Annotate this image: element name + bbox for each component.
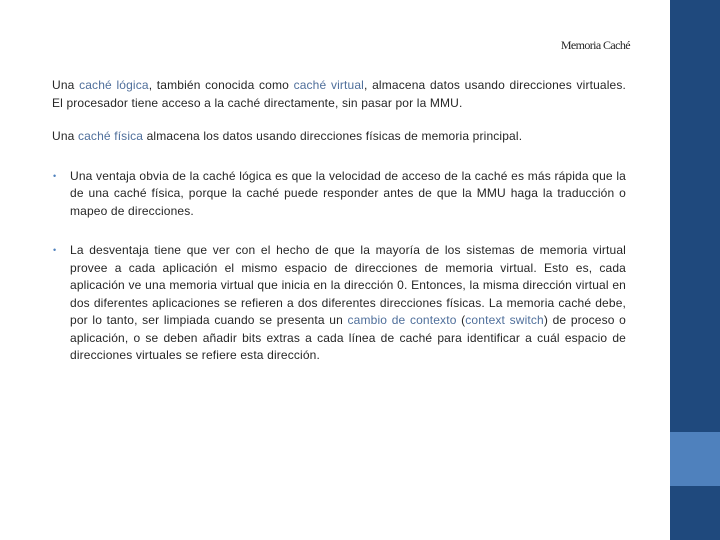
slide-content: [52, 77, 626, 381]
text-segment: ) de proceso o aplicación, o se deben añadir bits extras a cada línea de caché para identificar a cuál espacio de direcciones virtuales se refiere esta dirección.: [70, 313, 627, 362]
text-segment: Una: [52, 78, 80, 92]
text-segment: La desventaja tiene que ver con el hecho de que la mayoría de los sistemas de memoria virtual provee a cada aplicación el mismo espacio de direcciones de memoria virtual. Esto es, cada aplicación ve una memoria virtual que inicia en la dirección 0. Entonces, la misma dirección virtual en dos diferentes aplicaciones se refieren a dos diferentes direcciones físicas. La memoria caché debe, por lo tanto, ser limpiada cuando se presenta un: [70, 243, 626, 327]
text-segment: almacena los datos usando direcciones físicas de memoria principal.: [143, 129, 523, 143]
bullet-text: Una ventaja obvia de la caché lógica es que la velocidad de acceso de la caché es más rápida que la de una caché física, porque la caché puede responder antes de que la MMU haga la traducción o mapeo de direcciones.: [70, 168, 626, 218]
term-context-change: cambio de contexto: [347, 313, 457, 327]
term-physical-cache: caché física: [77, 129, 144, 143]
term-context-switch: context switch: [465, 313, 544, 327]
text-segment: , también conocida como: [148, 78, 294, 92]
text-segment: Una: [52, 129, 78, 143]
bullet-text: [70, 243, 626, 362]
term-logical-cache: caché lógica: [79, 78, 149, 92]
sidebar-accent-block: [670, 432, 720, 486]
bullet-list: [52, 168, 626, 365]
bullet-advantage: [52, 168, 626, 221]
paragraph-physical-cache: [52, 128, 626, 146]
term-virtual-cache: caché virtual: [293, 78, 365, 92]
text-segment: , almacena datos usando direcciones virtuales. El procesador tiene acceso a la caché directamente, sin pasar por la MMU.: [52, 78, 627, 110]
bullet-disadvantage: [52, 242, 626, 365]
bullet-marker: •: [53, 245, 57, 255]
bullet-marker: •: [53, 170, 57, 181]
paragraph-logical-cache: [52, 77, 626, 112]
slide-title: Memoria Caché: [560, 38, 630, 52]
text-segment: (: [456, 313, 466, 327]
